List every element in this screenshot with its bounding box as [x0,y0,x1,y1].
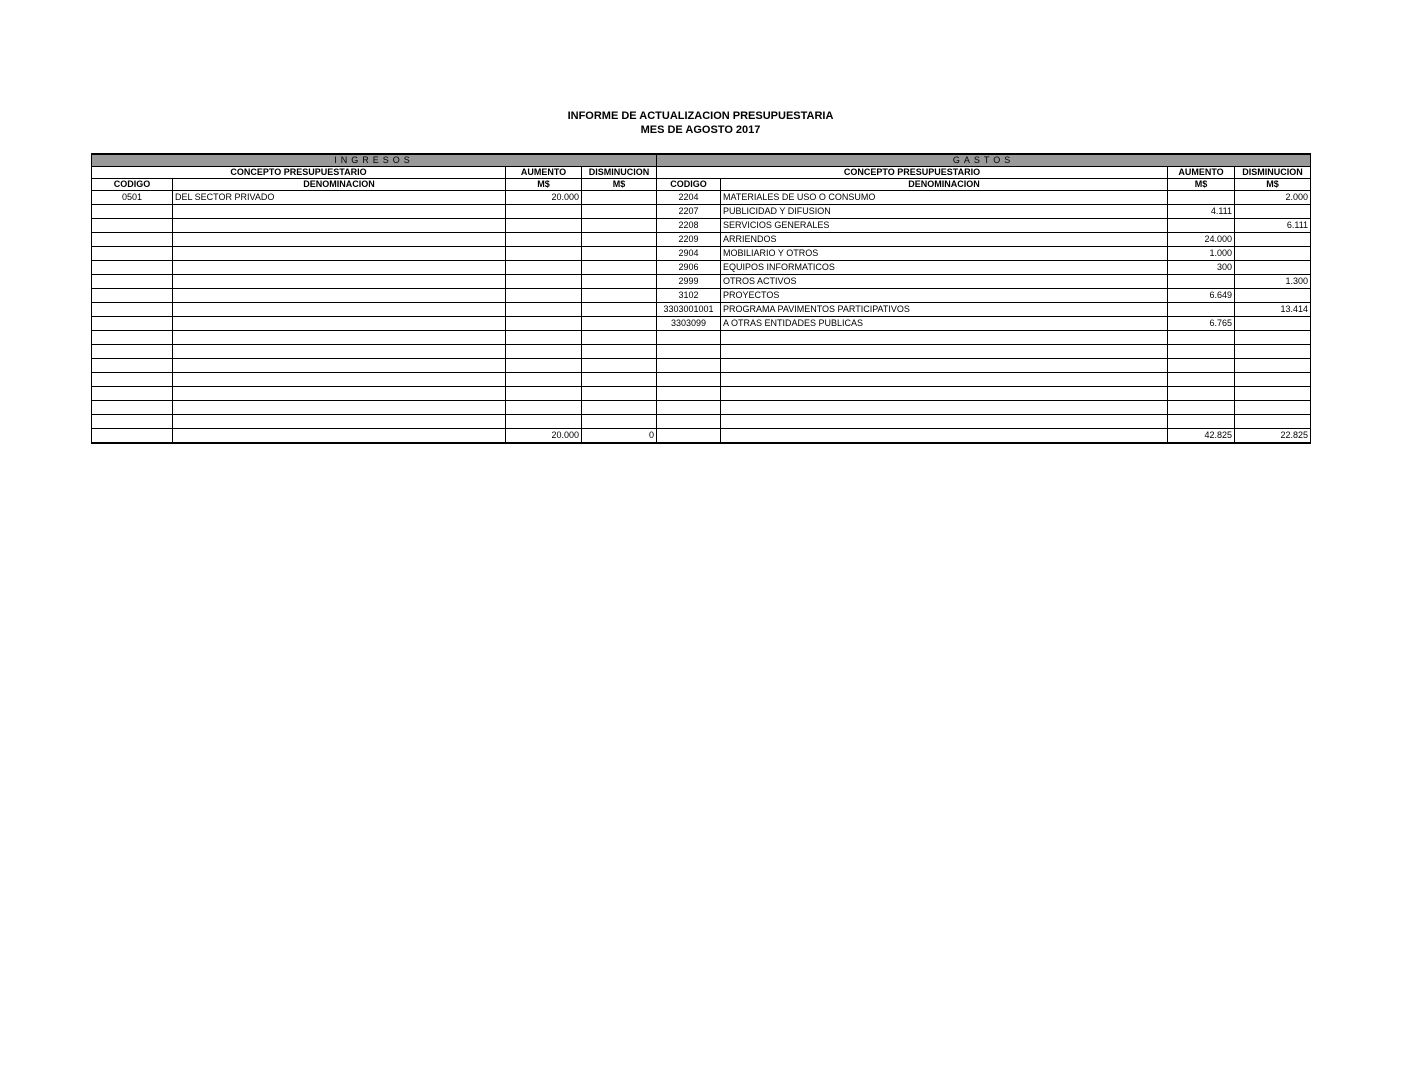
gastos-aumento-cell: 6.765 [1168,317,1235,331]
ingresos-codigo-cell [92,219,173,233]
gastos-aumento-cell: 1.000 [1168,247,1235,261]
gastos-codigo-cell [657,345,721,359]
gastos-denominacion-cell: MATERIALES DE USO O CONSUMO [721,191,1168,205]
ingresos-codigo-cell [92,247,173,261]
gastos-aumento-cell [1168,345,1235,359]
ingresos-denominacion-header: DENOMINACION [173,179,506,191]
table-row [92,303,1311,317]
gastos-disminucion-cell [1235,331,1311,345]
gastos-denominacion-cell: PROYECTOS [721,289,1168,303]
table-row [92,205,1311,219]
ingresos-codigo-cell [92,289,173,303]
table-row [92,345,1311,359]
ingresos-aumento-cell [506,233,582,247]
table-row [92,331,1311,345]
gastos-aumento-cell [1168,415,1235,429]
ingresos-denominacion-cell [173,359,506,373]
ingresos-aumento-unit: M$ [506,179,582,191]
ingresos-denominacion-cell [173,317,506,331]
ingresos-aumento-cell [506,331,582,345]
ingresos-aumento-cell [506,275,582,289]
gastos-denominacion-cell [721,359,1168,373]
gastos-disminucion-cell [1235,373,1311,387]
ingresos-disminucion-cell [582,345,657,359]
gastos-codigo-cell: 3303001001 [657,303,721,317]
ingresos-denominacion-cell [173,303,506,317]
gastos-denominacion-cell: EQUIPOS INFORMATICOS [721,261,1168,275]
gastos-aumento-cell [1168,331,1235,345]
ingresos-denominacion-cell [173,387,506,401]
table-row [92,261,1311,275]
table-row [92,191,1311,205]
table-row [92,387,1311,401]
gastos-disminucion-cell [1235,233,1311,247]
gastos-aumento-cell [1168,359,1235,373]
ingresos-denominacion-cell: DEL SECTOR PRIVADO [173,191,506,205]
gastos-disminucion-cell [1235,205,1311,219]
ingresos-disminucion-cell [582,205,657,219]
ingresos-codigo-header: CODIGO [92,179,173,191]
ingresos-aumento-header: AUMENTO [506,167,582,179]
table-row [92,247,1311,261]
gastos-aumento-cell: 4.111 [1168,205,1235,219]
ingresos-section-header: INGRESOS [92,154,657,167]
gastos-denominacion-cell: PROGRAMA PAVIMENTOS PARTICIPATIVOS [721,303,1168,317]
ingresos-denominacion-cell [173,205,506,219]
ingresos-denominacion-cell [173,401,506,415]
table-row [92,289,1311,303]
gastos-denominacion-cell [721,331,1168,345]
gastos-denominacion-cell [721,401,1168,415]
ingresos-denominacion-cell [173,345,506,359]
gastos-disminucion-cell [1235,359,1311,373]
ingresos-disminucion-cell [582,275,657,289]
gastos-denominacion-cell: PUBLICIDAD Y DIFUSION [721,205,1168,219]
ingresos-denominacion-cell [173,275,506,289]
totals-gastos-aumento: 42.825 [1168,429,1235,444]
gastos-denominacion-header: DENOMINACION [721,179,1168,191]
ingresos-denominacion-cell [173,373,506,387]
table-row [92,373,1311,387]
gastos-disminucion-cell [1235,415,1311,429]
gastos-denominacion-cell: ARRIENDOS [721,233,1168,247]
gastos-codigo-cell [657,331,721,345]
gastos-denominacion-cell [721,387,1168,401]
gastos-codigo-cell: 3102 [657,289,721,303]
totals-ingresos-aumento: 20.000 [506,429,582,444]
ingresos-disminucion-unit: M$ [582,179,657,191]
ingresos-aumento-cell [506,261,582,275]
ingresos-aumento-cell [506,401,582,415]
ingresos-codigo-cell [92,317,173,331]
table-row [92,359,1311,373]
totals-gastos-disminucion: 22.825 [1235,429,1311,444]
ingresos-aumento-cell [506,289,582,303]
gastos-codigo-cell [657,415,721,429]
gastos-aumento-header: AUMENTO [1168,167,1235,179]
budget-update-table [91,153,1311,444]
ingresos-disminucion-cell [582,415,657,429]
ingresos-codigo-cell: 0501 [92,191,173,205]
ingresos-disminucion-cell [582,261,657,275]
gastos-denominacion-cell: MOBILIARIO Y OTROS [721,247,1168,261]
ingresos-aumento-cell [506,387,582,401]
gastos-disminucion-cell [1235,289,1311,303]
gastos-disminucion-cell: 13.414 [1235,303,1311,317]
ingresos-aumento-cell [506,415,582,429]
gastos-aumento-cell [1168,401,1235,415]
ingresos-aumento-cell [506,345,582,359]
gastos-codigo-cell: 3303099 [657,317,721,331]
gastos-denominacion-cell [721,415,1168,429]
ingresos-aumento-cell [506,205,582,219]
ingresos-aumento-cell [506,247,582,261]
gastos-aumento-cell: 6.649 [1168,289,1235,303]
gastos-disminucion-cell [1235,317,1311,331]
table-row [92,275,1311,289]
ingresos-aumento-cell [506,359,582,373]
gastos-concepto-header: CONCEPTO PRESUPUESTARIO [657,167,1168,179]
ingresos-disminucion-cell [582,303,657,317]
ingresos-disminucion-cell [582,219,657,233]
ingresos-disminucion-cell [582,191,657,205]
gastos-aumento-cell [1168,275,1235,289]
ingresos-codigo-cell [92,205,173,219]
ingresos-disminucion-cell [582,247,657,261]
gastos-disminucion-cell: 1.300 [1235,275,1311,289]
table-body [92,191,1311,429]
gastos-denominacion-cell [721,373,1168,387]
ingresos-aumento-cell [506,303,582,317]
ingresos-codigo-cell [92,415,173,429]
gastos-denominacion-cell [721,345,1168,359]
ingresos-codigo-cell [92,303,173,317]
ingresos-aumento-cell [506,317,582,331]
report-subtitle: MES DE AGOSTO 2017 [640,124,761,136]
gastos-codigo-cell [657,359,721,373]
report-title: INFORME DE ACTUALIZACION PRESUPUESTARIA [567,110,834,122]
gastos-denominacion-cell: OTROS ACTIVOS [721,275,1168,289]
ingresos-denominacion-cell [173,219,506,233]
gastos-denominacion-cell: A OTRAS ENTIDADES PUBLICAS [721,317,1168,331]
ingresos-aumento-cell [506,373,582,387]
gastos-codigo-cell: 2209 [657,233,721,247]
gastos-section-header: GASTOS [657,154,1311,167]
section-header-row [92,154,1311,167]
gastos-disminucion-cell [1235,247,1311,261]
ingresos-denominacion-cell [173,289,506,303]
ingresos-codigo-cell [92,331,173,345]
totals-gastos-codigo [657,429,721,444]
ingresos-codigo-cell [92,373,173,387]
gastos-codigo-cell: 2906 [657,261,721,275]
gastos-aumento-cell [1168,219,1235,233]
ingresos-disminucion-cell [582,331,657,345]
totals-gastos-denominacion [721,429,1168,444]
ingresos-codigo-cell [92,359,173,373]
report-title-block [0,109,1408,137]
ingresos-codigo-cell [92,233,173,247]
ingresos-disminucion-cell [582,387,657,401]
ingresos-denominacion-cell [173,233,506,247]
totals-row [92,429,1311,444]
ingresos-denominacion-cell [173,331,506,345]
gastos-codigo-cell: 2204 [657,191,721,205]
totals-ingresos-disminucion: 0 [582,429,657,444]
gastos-aumento-cell [1168,303,1235,317]
ingresos-codigo-cell [92,275,173,289]
gastos-aumento-cell [1168,191,1235,205]
ingresos-denominacion-cell [173,247,506,261]
ingresos-denominacion-cell [173,415,506,429]
table-row [92,219,1311,233]
gastos-aumento-cell: 300 [1168,261,1235,275]
ingresos-disminucion-cell [582,317,657,331]
gastos-codigo-cell: 2208 [657,219,721,233]
totals-ingresos-codigo [92,429,173,444]
ingresos-aumento-cell: 20.000 [506,191,582,205]
ingresos-disminucion-cell [582,373,657,387]
gastos-disminucion-cell: 6.111 [1235,219,1311,233]
ingresos-concepto-header: CONCEPTO PRESUPUESTARIO [92,167,506,179]
gastos-aumento-unit: M$ [1168,179,1235,191]
table-row [92,233,1311,247]
gastos-disminucion-cell [1235,387,1311,401]
concept-header-row [92,167,1311,179]
gastos-aumento-cell: 24.000 [1168,233,1235,247]
gastos-disminucion-cell [1235,345,1311,359]
gastos-codigo-header: CODIGO [657,179,721,191]
gastos-disminucion-cell: 2.000 [1235,191,1311,205]
gastos-codigo-cell [657,373,721,387]
ingresos-codigo-cell [92,345,173,359]
ingresos-aumento-cell [506,219,582,233]
gastos-disminucion-unit: M$ [1235,179,1311,191]
gastos-codigo-cell [657,387,721,401]
ingresos-denominacion-cell [173,261,506,275]
gastos-disminucion-cell [1235,401,1311,415]
gastos-aumento-cell [1168,387,1235,401]
gastos-codigo-cell: 2999 [657,275,721,289]
column-header-row [92,179,1311,191]
gastos-codigo-cell [657,401,721,415]
totals-ingresos-denominacion [173,429,506,444]
ingresos-disminucion-cell [582,401,657,415]
gastos-aumento-cell [1168,373,1235,387]
ingresos-disminucion-header: DISMINUCION [582,167,657,179]
gastos-codigo-cell: 2207 [657,205,721,219]
table-row [92,401,1311,415]
table-row [92,415,1311,429]
ingresos-codigo-cell [92,401,173,415]
ingresos-disminucion-cell [582,233,657,247]
ingresos-disminucion-cell [582,359,657,373]
gastos-denominacion-cell: SERVICIOS GENERALES [721,219,1168,233]
gastos-disminucion-header: DISMINUCION [1235,167,1311,179]
table-row [92,317,1311,331]
gastos-codigo-cell: 2904 [657,247,721,261]
ingresos-codigo-cell [92,261,173,275]
ingresos-disminucion-cell [582,289,657,303]
ingresos-codigo-cell [92,387,173,401]
gastos-disminucion-cell [1235,261,1311,275]
